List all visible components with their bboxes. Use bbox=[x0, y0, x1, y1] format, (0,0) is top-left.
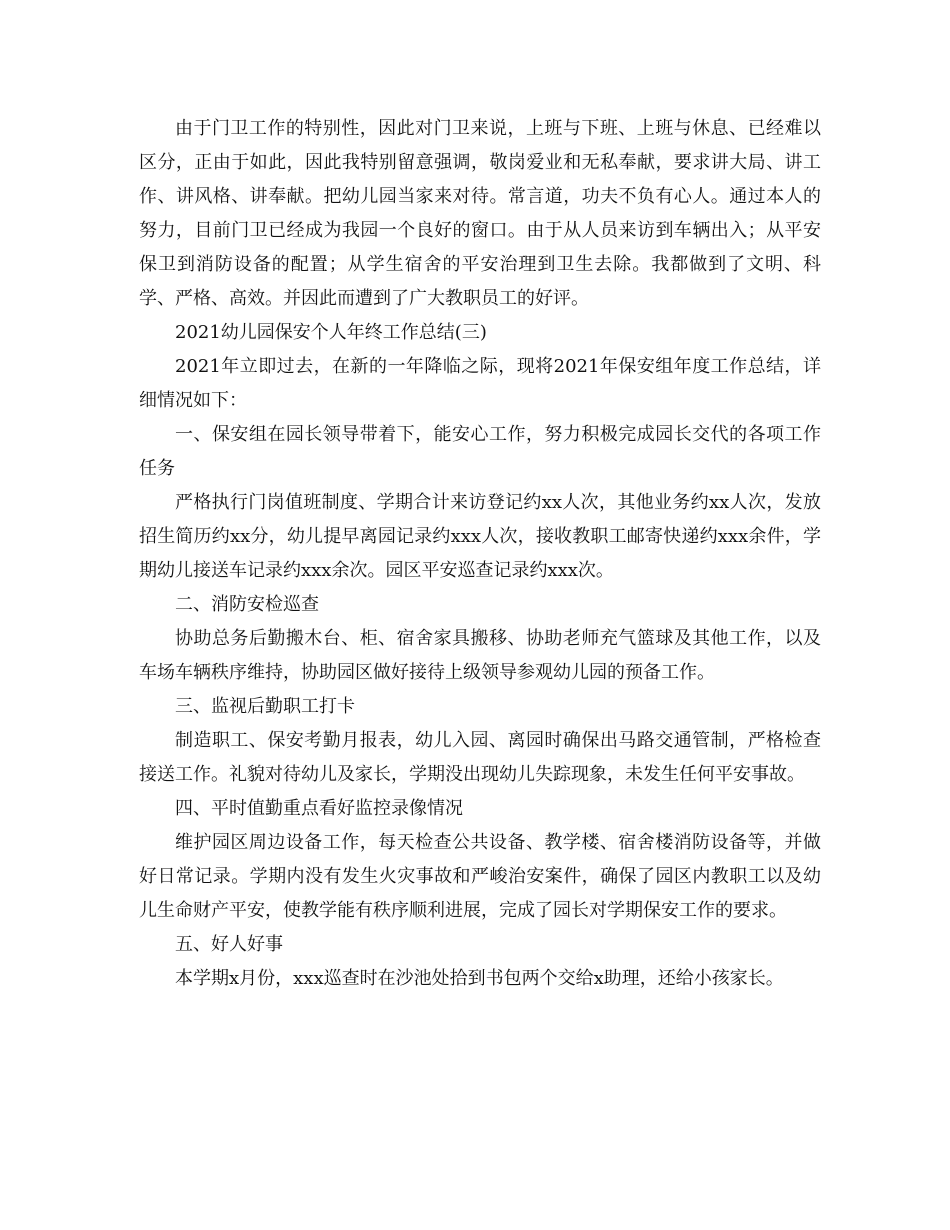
heading-4: 四、平时值勤重点看好监控录像情况 bbox=[175, 798, 463, 819]
heading-5: 五、好人好事 bbox=[175, 934, 283, 955]
paragraph-3: 协助总务后勤搬木台、柜、宿舍家具搬移、协助老师充气篮球及其他工作，以及车场车辆秩序维持，协助园区做好接待上级领导参观幼儿园的预备工作。 bbox=[139, 628, 821, 683]
paragraph-6: 本学期x月份，xxx巡查时在沙池处拾到书包两个交给x助理，还给小孩家长。 bbox=[175, 968, 784, 989]
paragraph-1: 由于门卫工作的特别性，因此对门卫来说，上班与下班、上班与休息、已经难以区分，正由于如此，因此我特别留意强调，敬岗爱业和无私奉献，要求讲大局、讲工作、讲风格、讲奉献。把幼儿园当家来对待。常言道，功夫不负有心人。通过本人的努力，目前门卫已经成为我园一个良好的窗口。由于从人员来访到车辆出入；从平安保卫到消防设备的配置；从学生宿舍的平安治理到卫生去除。我都做到了文明、科学、严格、高效。并因此而遭到了广大教职员工的好评。 bbox=[139, 118, 821, 309]
paragraph-2: 严格执行门岗值班制度、学期合计来访登记约xx人次，其他业务约xx人次，发放招生简历约xx分，幼儿提早离园记录约xxx人次，接收教职工邮寄快递约xxx余件，学期幼儿接送车记录约xxx余次。园区平安巡查记录约xxx次。 bbox=[139, 492, 821, 581]
paragraph-intro: 2021年立即过去，在新的一年降临之际，现将2021年保安组年度工作总结，详细情况如下： bbox=[139, 356, 821, 411]
section-title: 2021幼儿园保安个人年终工作总结(三) bbox=[175, 322, 487, 343]
paragraph-4: 制造职工、保安考勤月报表，幼儿入园、离园时确保出马路交通管制，严格检查接送工作。礼貌对待幼儿及家长，学期没出现幼儿失踪现象，未发生任何平安事故。 bbox=[139, 730, 821, 785]
heading-2: 二、消防安检巡查 bbox=[175, 594, 319, 615]
document-body bbox=[139, 112, 821, 996]
heading-1: 一、保安组在园长领导带着下，能安心工作，努力积极完成园长交代的各项工作任务 bbox=[139, 424, 821, 479]
heading-3: 三、监视后勤职工打卡 bbox=[175, 696, 355, 717]
paragraph-5: 维护园区周边设备工作，每天检查公共设备、教学楼、宿舍楼消防设备等，并做好日常记录。学期内没有发生火灾事故和严峻治安案件，确保了园区内教职工以及幼儿生命财产平安，使教学能有秩序顺利进展，完成了园长对学期保安工作的要求。 bbox=[139, 832, 821, 921]
